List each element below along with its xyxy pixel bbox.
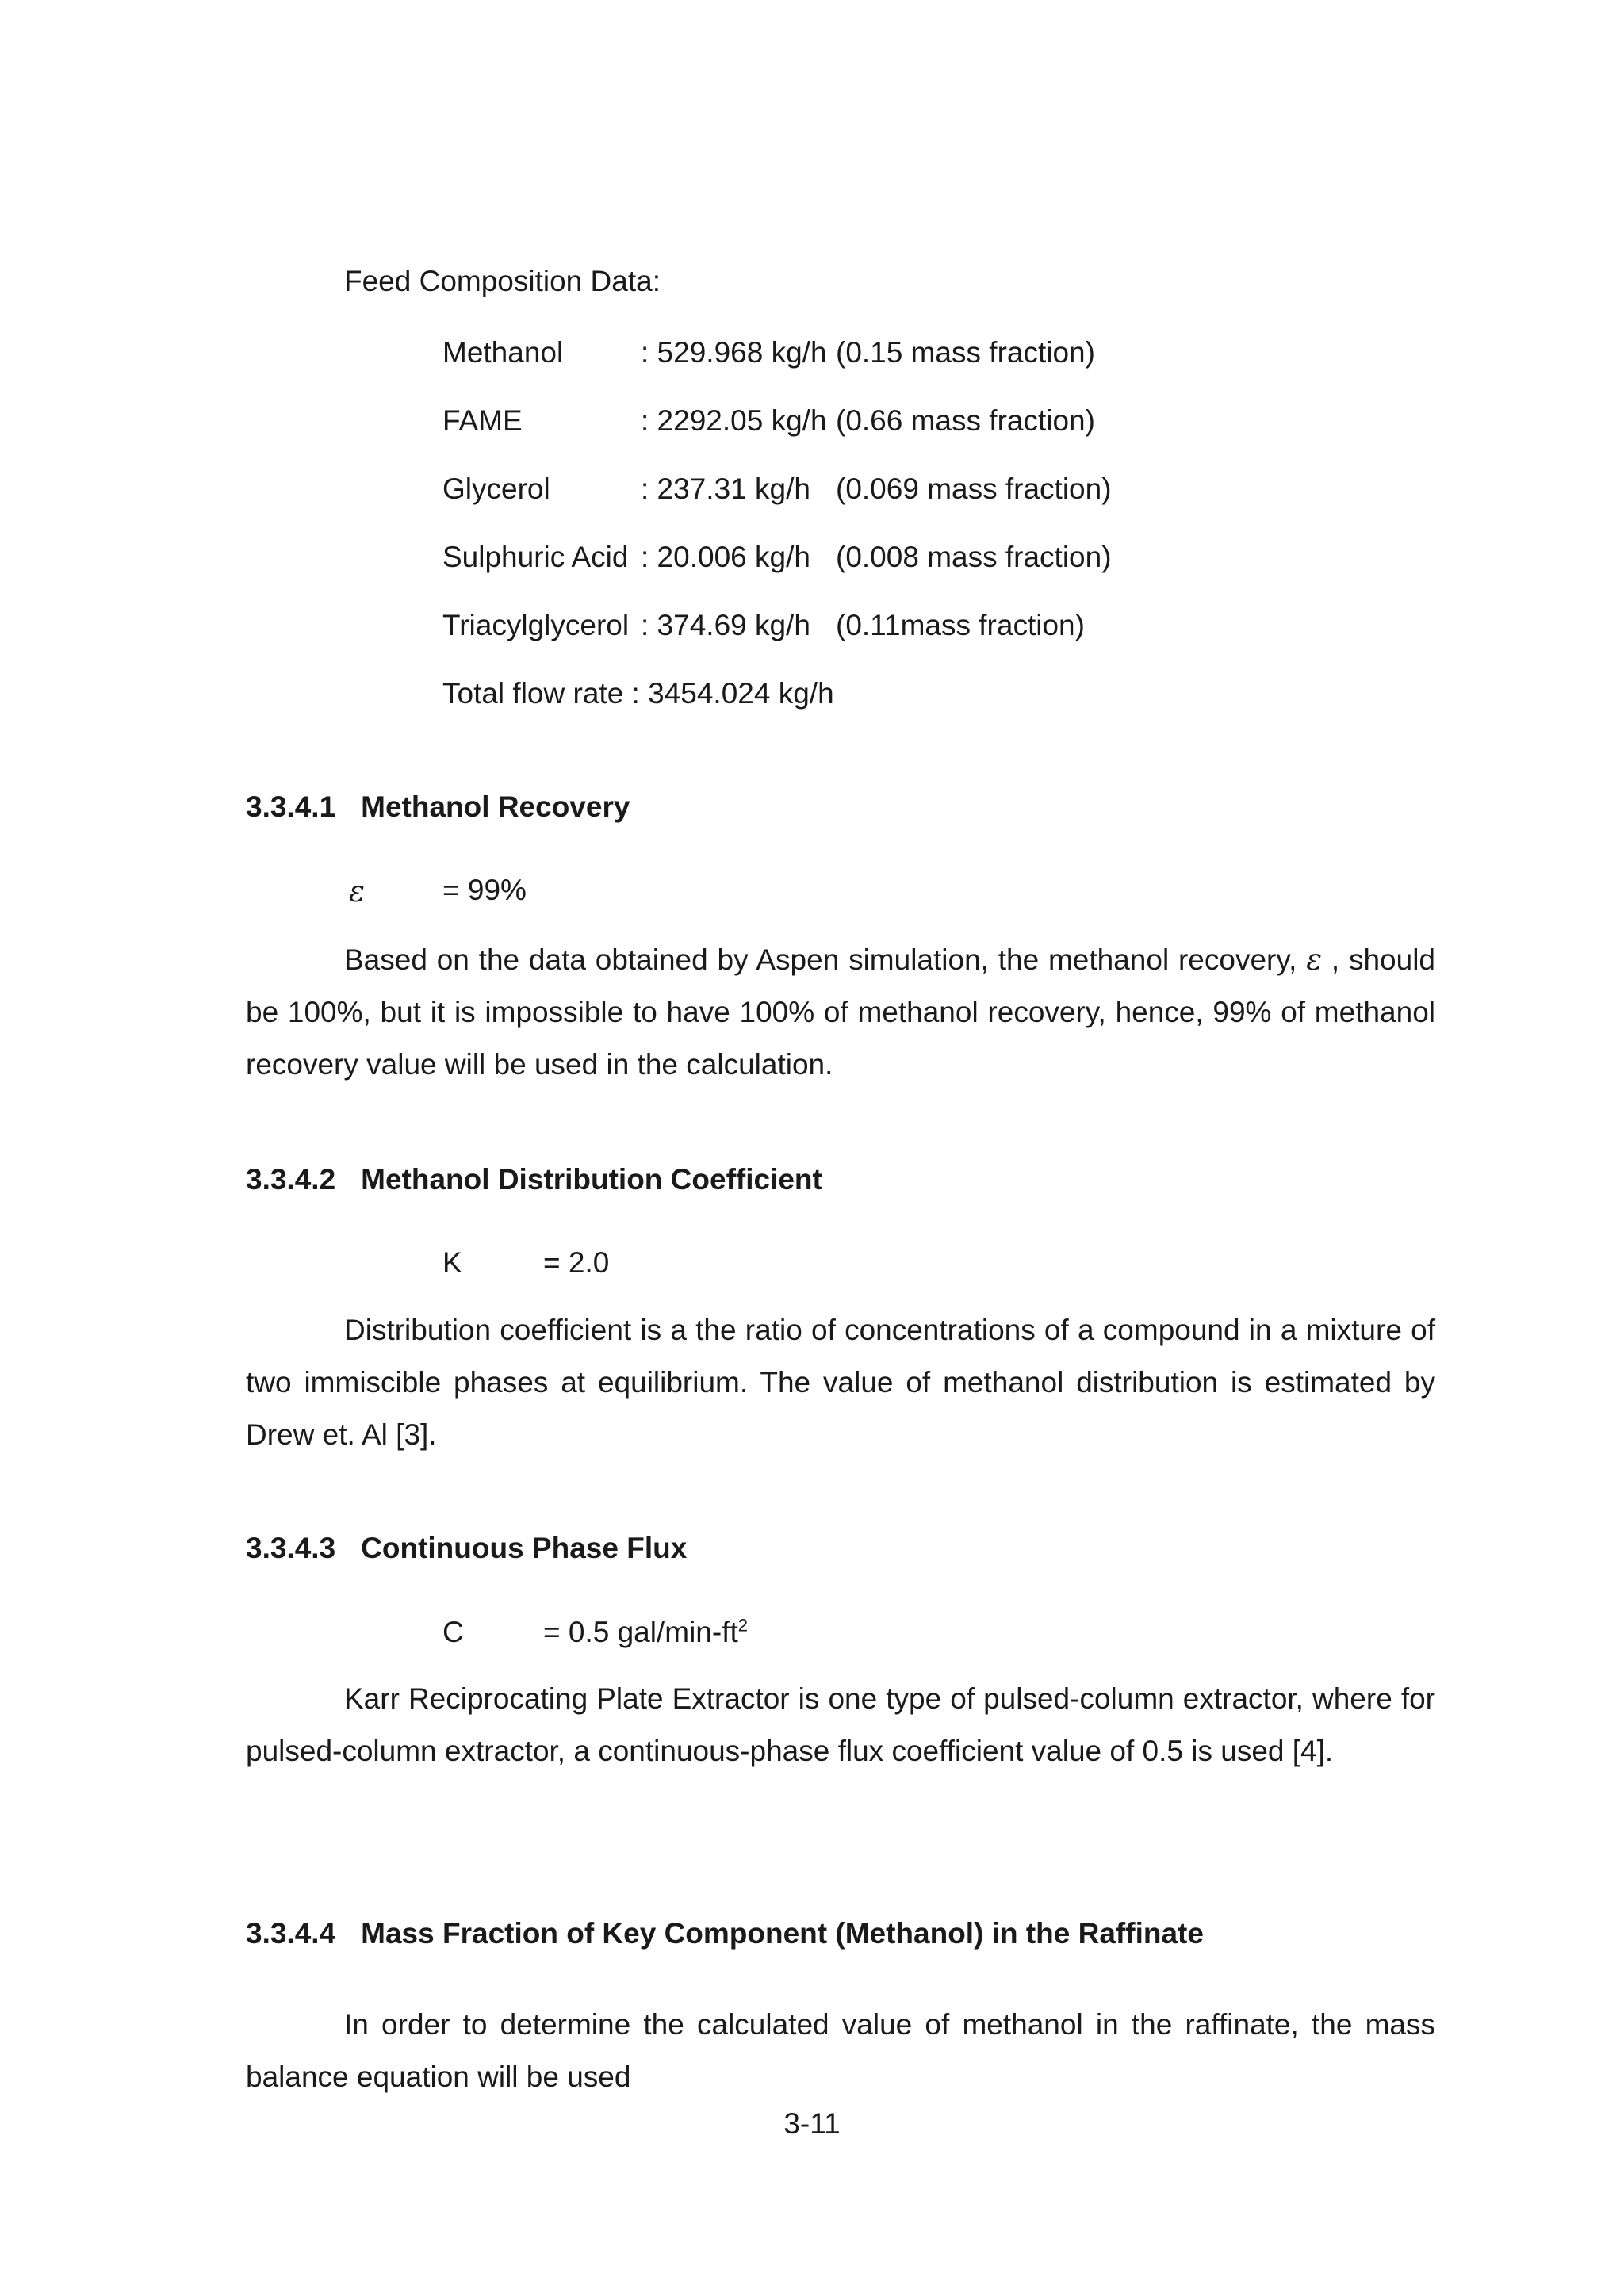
component-flow: : 374.69 kg/h xyxy=(641,609,810,641)
component-flow: : 2292.05 kg/h xyxy=(641,404,827,437)
epsilon-symbol: ε xyxy=(349,874,365,909)
equation-exponent: 2 xyxy=(737,1615,749,1636)
paragraph-text: , should be 100%, but it is impossible to have 100% of methanol recovery, hence, 99% of methanol recovery value will be used in the calculation. xyxy=(246,943,1435,1081)
section-title: Mass Fraction of Key Component (Methanol) in the Raffinate xyxy=(361,1917,1204,1950)
recovery-equation: = 99% xyxy=(442,874,527,906)
component-fraction: (0.66 mass fraction) xyxy=(836,404,1095,437)
section-heading-continuous-phase-flux xyxy=(246,1532,687,1565)
component-name: Methanol xyxy=(442,336,564,369)
component-fraction: (0.008 mass fraction) xyxy=(836,541,1112,573)
distribution-coefficient-paragraph xyxy=(246,1304,1435,1461)
paragraph-text: Karr Reciprocating Plate Extractor is one type of pulsed-column extractor, where for pulsed-column extractor, a continuous-phase flux coefficient value of 0.5 is used [4]. xyxy=(246,1682,1435,1767)
mass-fraction-paragraph xyxy=(246,1999,1435,2103)
continuous-phase-flux-paragraph xyxy=(246,1673,1435,1777)
c-equation xyxy=(543,1617,748,1647)
section-number: 3.3.4.4 xyxy=(246,1917,336,1950)
page-number: 3-11 xyxy=(783,2107,841,2140)
component-flow: : 20.006 kg/h xyxy=(641,541,810,573)
epsilon-symbol-inline: ε xyxy=(1306,943,1323,977)
section-heading-mass-fraction xyxy=(246,1917,1204,1950)
c-symbol: C xyxy=(442,1616,464,1648)
section-number: 3.3.4.2 xyxy=(246,1163,336,1196)
feed-title: Feed Composition Data: xyxy=(344,265,661,297)
component-fraction: (0.11mass fraction) xyxy=(836,609,1085,641)
component-fraction: (0.069 mass fraction) xyxy=(836,473,1112,505)
section-title: Methanol Distribution Coefficient xyxy=(361,1163,822,1196)
paragraph-text: Distribution coefficient is a the ratio of concentrations of a compound in a mixture of two immiscible phases at equilibrium. The value of methanol distribution is estimated by Drew et. Al [3]. xyxy=(246,1314,1435,1451)
section-title: Methanol Recovery xyxy=(361,790,630,823)
paragraph-text: Based on the data obtained by Aspen simulation, the methanol recovery, xyxy=(344,943,1307,976)
component-fraction: (0.15 mass fraction) xyxy=(836,336,1095,369)
section-heading-distribution-coefficient xyxy=(246,1163,822,1196)
section-heading-methanol-recovery xyxy=(246,790,630,824)
k-equation: = 2.0 xyxy=(543,1246,610,1279)
component-name: Triacylglycerol xyxy=(442,609,630,641)
section-number: 3.3.4.1 xyxy=(246,790,336,823)
equation-text: = 0.5 gal/min-ft xyxy=(543,1616,738,1648)
feed-total: Total flow rate : 3454.024 kg/h xyxy=(442,677,834,710)
section-number: 3.3.4.3 xyxy=(246,1532,336,1564)
component-flow: : 529.968 kg/h xyxy=(641,336,827,369)
component-flow: : 237.31 kg/h xyxy=(641,473,810,505)
component-name: Sulphuric Acid xyxy=(442,541,629,573)
paragraph-text: In order to determine the calculated value of methanol in the raffinate, the mass balance equation will be used xyxy=(246,2008,1435,2093)
component-name: Glycerol xyxy=(442,473,550,505)
section-title: Continuous Phase Flux xyxy=(361,1532,688,1564)
k-symbol: K xyxy=(442,1246,462,1279)
methanol-recovery-paragraph xyxy=(246,934,1435,1091)
component-name: FAME xyxy=(442,404,523,437)
